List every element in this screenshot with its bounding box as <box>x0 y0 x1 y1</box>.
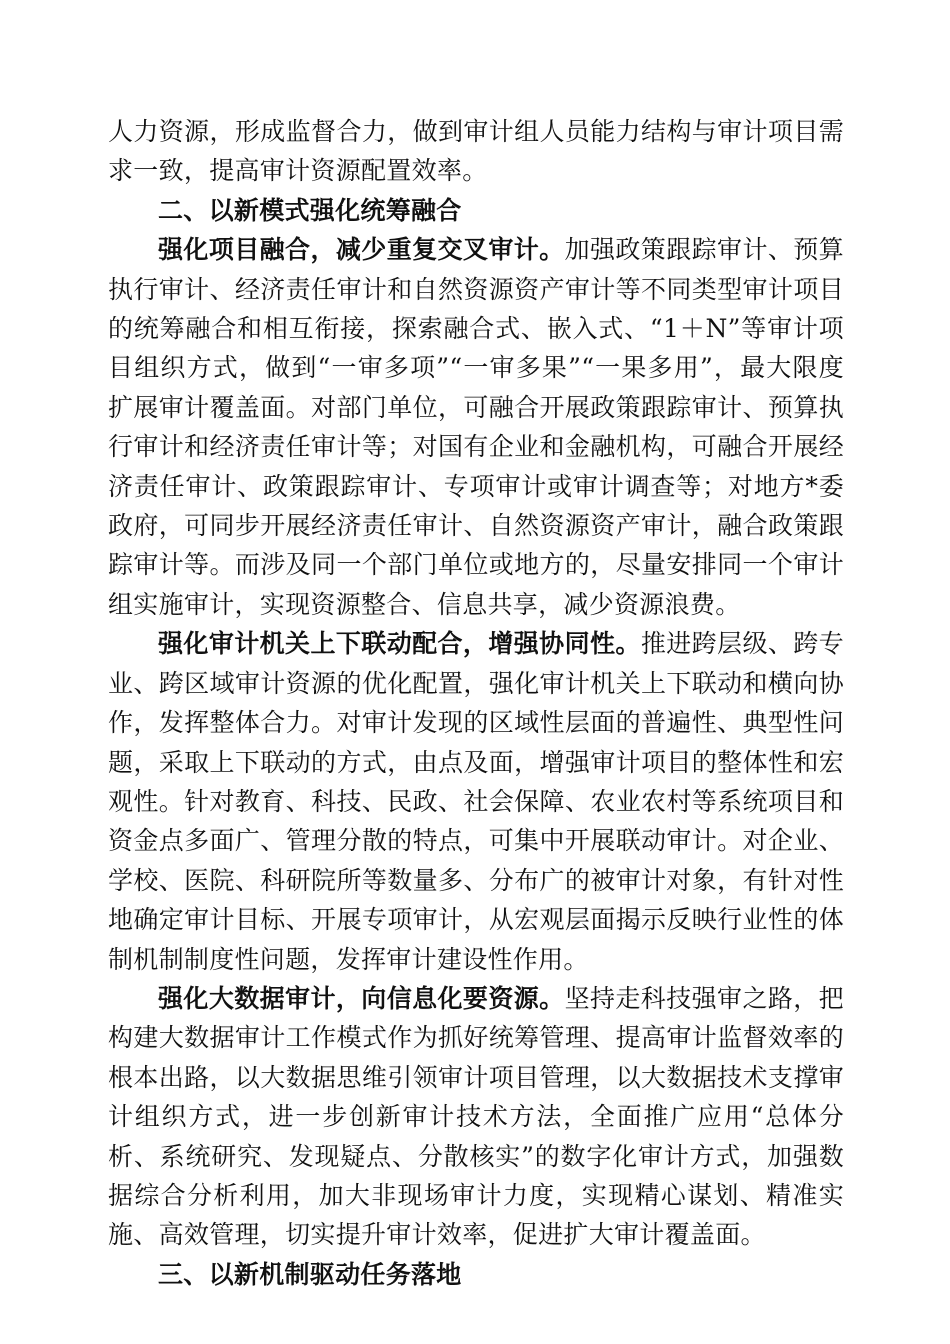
intro-paragraph: 人力资源，形成监督合力，做到审计组人员能力结构与审计项目需求一致，提高审计资源配置效率。 <box>108 117 844 186</box>
document-body <box>108 112 844 1294</box>
paragraph-lead: 强化审计机关上下联动配合，增强协同性。 <box>158 629 641 659</box>
section-heading-2: 二、以新模式强化统筹融合 <box>158 195 462 225</box>
paragraph-linkage <box>108 624 844 979</box>
section-heading-3: 三、以新机制驱动任务落地 <box>158 1259 462 1289</box>
paragraph-body: 坚持走科技强审之路，把构建大数据审计工作模式作为抓好统筹管理、提高审计监督效率的根本出路，以大数据思维引领审计项目管理，以大数据技术支撑审计组织方式，进一步创新审计技术方法，全面推广应用“总体分析、系统研究、发现疑点、分散核实”的数字化审计方式，加强数据综合分析利用，加大非现场审计力度，实现精心谋划、精准实施、高效管理，切实提升审计效率，促进扩大审计覆盖面。 <box>108 983 844 1250</box>
paragraph-project-fusion <box>108 230 844 624</box>
paragraph-body: 推进跨层级、跨专业、跨区域审计资源的优化配置，强化审计机关上下联动和横向协作，发挥整体合力。对审计发现的区域性层面的普遍性、典型性问题，采取上下联动的方式，由点及面，增强审计项目的整体性和宏观性。针对教育、科技、民政、社会保障、农业农村等系统项目和资金点多面广、管理分散的特点，可集中开展联动审计。对企业、学校、医院、科研院所等数量多、分布广的被审计对象，有针对性地确定审计目标、开展专项审计，从宏观层面揭示反映行业性的体制机制制度性问题，发挥审计建设性作用。 <box>108 629 845 974</box>
paragraph-big-data <box>108 979 844 1255</box>
paragraph-body: 加强政策跟踪审计、预算执行审计、经济责任审计和自然资源资产审计等不同类型审计项目的统筹融合和相互衔接，探索融合式、嵌入式、“1＋N”等审计项目组织方式，做到“一审多项”“一审多果”“一果多用”，最大限度扩展审计覆盖面。对部门单位，可融合开展政策跟踪审计、预算执行审计和经济责任审计等；对国有企业和金融机构，可融合开展经济责任审计、政策跟踪审计、专项审计或审计调查等；对地方*委政府，可同步开展经济责任审计、自然资源资产审计，融合政策跟踪审计等。而涉及同一个部门单位或地方的，尽量安排同一个审计组实施审计，实现资源整合、信息共享，减少资源浪费。 <box>108 235 844 619</box>
paragraph-lead: 强化大数据审计，向信息化要资源。 <box>158 983 565 1013</box>
paragraph-lead: 强化项目融合，减少重复交叉审计。 <box>158 235 565 265</box>
